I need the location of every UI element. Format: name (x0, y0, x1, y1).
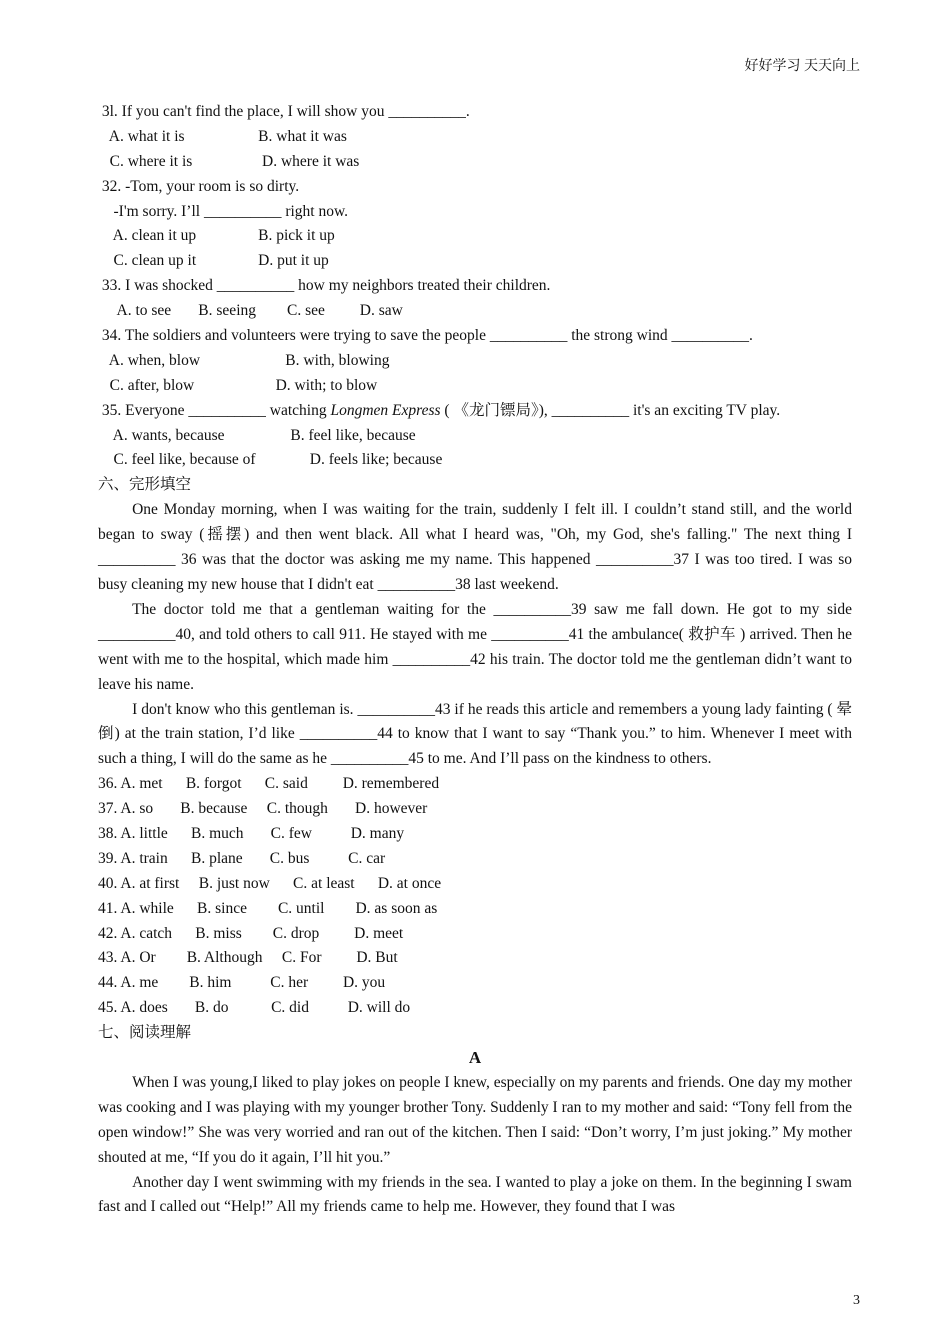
question-line: C. where it is D. where it was (98, 152, 360, 170)
cloze-option-line: 37. A. so B. because C. though D. however (98, 800, 428, 818)
cloze-paragraph: I don't know who this gentleman is. __________43 if he reads this article and remembers a young lady fainting ( 晕倒) at the train station, I’d like __________44 to know that I want to say “Thank you.” to him. Whenever I meet with such a thing, I will do the same as he __________45 to me. And I’ll pass on the kindness to others. (98, 700, 852, 768)
cloze-option-line: 45. A. does B. do C. did D. will do (98, 999, 411, 1017)
page-number: 3 (853, 1293, 860, 1308)
question-line: 32. -Tom, your room is so dirty. (98, 177, 300, 195)
cloze-option-line: 36. A. met B. forgot C. said D. remembered (98, 775, 440, 793)
document-body (98, 100, 852, 1220)
section-6-title: 六、完形填空 (98, 476, 192, 494)
reading-paragraph: When I was young,I liked to play jokes on people I knew, especially on my parents and friends. One day my mother was cooking and I was playing with my younger brother Tony. Suddenly I ran to my mother and said: “Tony fell from the open window!” She was very worried and ran out of the kitchen. Then I said: “Don’t worry, I’m just joking.” My mother shouted at me, “If you do it again, I’ll hit you.” (98, 1073, 852, 1166)
cloze-option-line: 43. A. Or B. Although C. For D. But (98, 949, 398, 967)
question-line: C. feel like, because of D. feels like; because (98, 451, 443, 469)
question-line: -I'm sorry. I’ll __________ right now. (98, 202, 349, 220)
question-line: A. what it is B. what it was (98, 127, 347, 145)
cloze-option-line: 41. A. while B. since C. until D. as soon as (98, 899, 438, 917)
cloze-option-line: 44. A. me B. him C. her D. you (98, 974, 386, 992)
question-line: 34. The soldiers and volunteers were trying to save the people __________ the strong wind __________. (98, 327, 753, 345)
question-line: A. when, blow B. with, blowing (98, 351, 390, 369)
question-35 (98, 399, 852, 424)
question-line: 3l. If you can't find the place, I will show you __________. (98, 103, 470, 120)
question-line: A. wants, because B. feel like, because (98, 426, 416, 444)
cloze-option-line: 39. A. train B. plane C. bus C. car (98, 849, 386, 867)
question-line: A. to see B. seeing C. see D. saw (98, 302, 403, 320)
cloze-option-line: 38. A. little B. much C. few D. many (98, 825, 405, 842)
cloze-paragraph: One Monday morning, when I was waiting for the train, suddenly I felt ill. I couldn’t stand still, and the world began to sway (摇摆) and then went black. All what I heard was, "Oh, my God, she's falling." The next thing I __________ 36 was that the doctor was asking me my name. This happened __________37 I was too tired. I was so busy cleaning my new house that I didn't eat __________38 last weekend. (98, 501, 852, 593)
question-line: 33. I was shocked __________ how my neighbors treated their children. (98, 277, 551, 295)
question-line: A. clean it up B. pick it up (98, 227, 335, 245)
cloze-option-line: 40. A. at first B. just now C. at least D. at once (98, 874, 442, 892)
questions-31-35 (98, 100, 852, 473)
question-line: C. clean up it D. put it up (98, 252, 329, 270)
reading-paragraph: Another day I went swimming with my friends in the sea. I wanted to play a joke on them. In the beginning I swam fast and I called out “Help!” All my friends came to help me. However, they found that I was (98, 1173, 852, 1216)
q35-before: 35. Everyone __________ watching (98, 401, 331, 419)
section-7-title: 七、阅读理解 (98, 1024, 192, 1042)
cloze-options (98, 772, 852, 1021)
q35-after: ( 《龙门镖局》), __________ it's an exciting TV play. (440, 401, 781, 419)
cloze-paragraph: The doctor told me that a gentleman waiting for the __________39 saw me fall down. He got to my side __________40, and told others to call 911. He stayed with me __________41 the ambulance( 救护车 ) arrived. Then he went with me to the hospital, which made him __________42 his train. The doctor told me the gentleman didn’t want to leave his name. (98, 600, 852, 693)
passage-title: A (468, 1048, 482, 1068)
q35-title: Longmen Express (330, 401, 441, 419)
question-line: C. after, blow D. with; to blow (98, 376, 378, 394)
cloze-option-line: 42. A. catch B. miss C. drop D. meet (98, 924, 404, 942)
page-header: 好好学习 天天向上 (744, 59, 860, 74)
